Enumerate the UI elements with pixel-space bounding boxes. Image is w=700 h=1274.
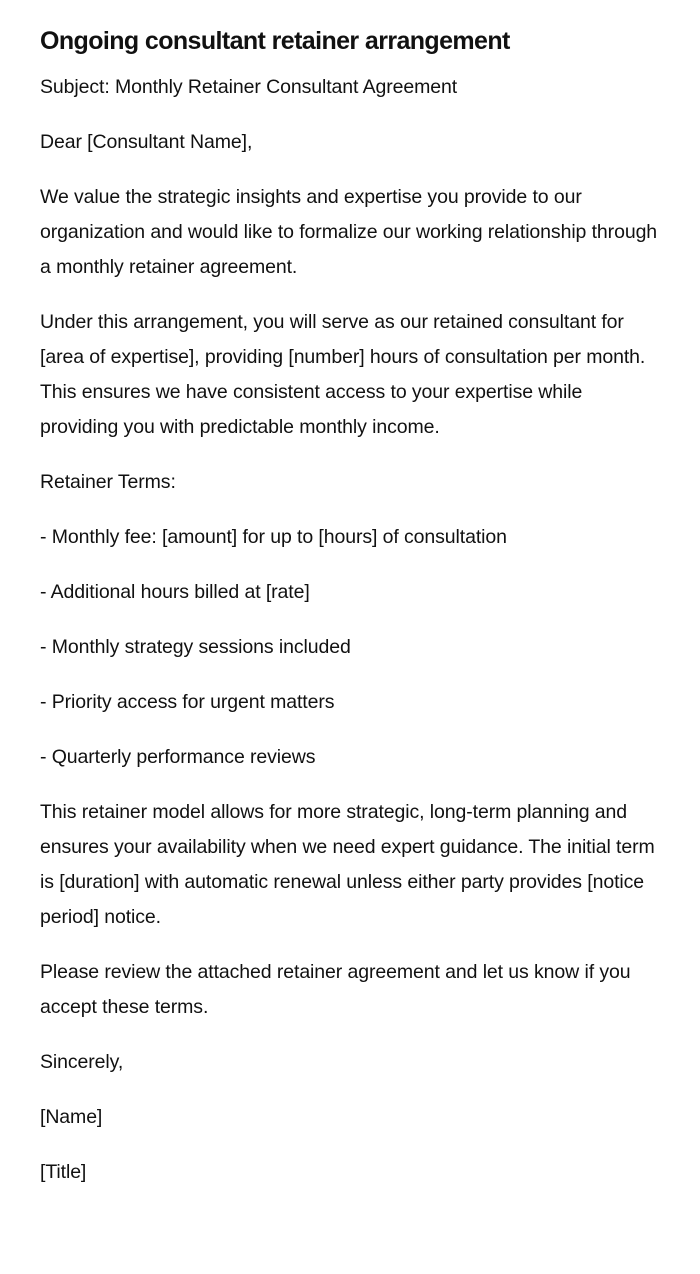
subject-line: Subject: Monthly Retainer Consultant Agreement xyxy=(40,76,458,98)
intro-paragraph: We value the strategic insights and expertise you provide to our organization and would like to formalize our working relationship through a monthly retainer agreement. xyxy=(40,186,658,278)
signer-title: [Title] xyxy=(40,1161,87,1183)
term-item: - Monthly strategy sessions included xyxy=(40,636,351,658)
model-paragraph: This retainer model allows for more strategic, long-term planning and ensures your availability when we need expert guidance. The initial term is [duration] with automatic renewal unless either party provides [notice period] notice. xyxy=(40,801,655,928)
term-item: - Monthly fee: [amount] for up to [hours] of consultation xyxy=(40,526,507,548)
signoff: Sincerely, xyxy=(40,1051,124,1073)
terms-heading: Retainer Terms: xyxy=(40,471,176,493)
document-title: Ongoing consultant retainer arrangement xyxy=(40,27,510,55)
arrangement-paragraph: Under this arrangement, you will serve as our retained consultant for [area of expertise], providing [number] hours of consultation per month. This ensures we have consistent access to your expertise while providing you with predictable monthly income. xyxy=(40,311,646,438)
signer-name: [Name] xyxy=(40,1106,103,1128)
review-paragraph: Please review the attached retainer agreement and let us know if you accept these terms. xyxy=(40,961,631,1018)
greeting: Dear [Consultant Name], xyxy=(40,131,253,153)
term-item: - Additional hours billed at [rate] xyxy=(40,581,310,603)
term-item: - Quarterly performance reviews xyxy=(40,746,316,768)
term-item: - Priority access for urgent matters xyxy=(40,691,335,713)
